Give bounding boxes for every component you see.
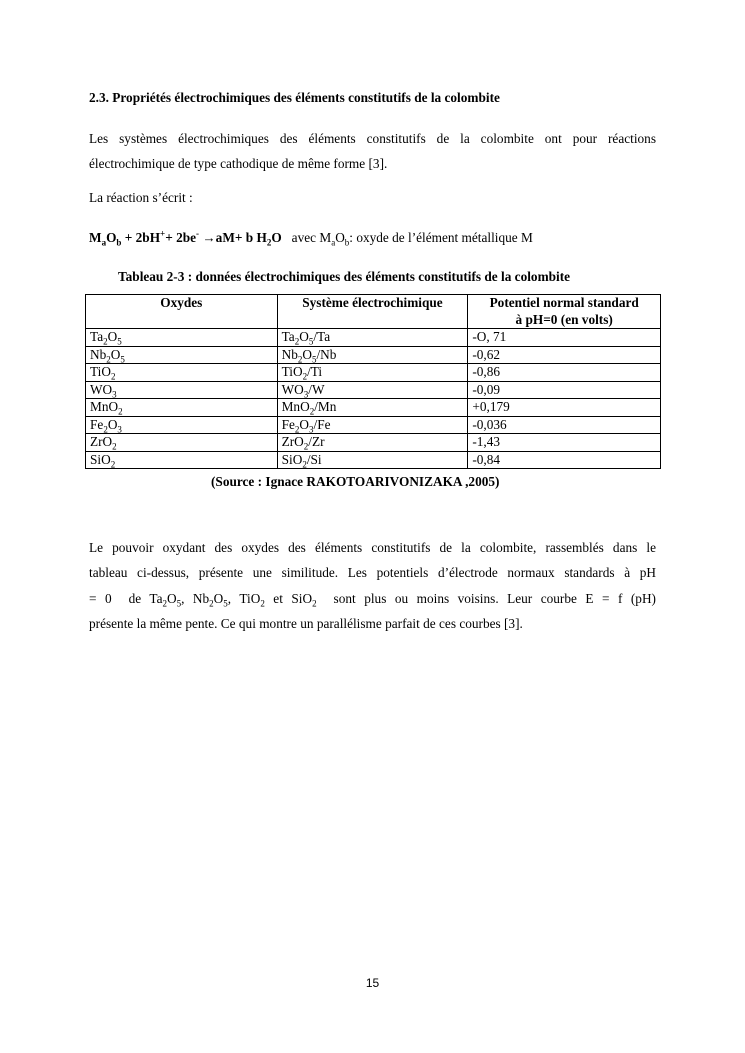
electrochemical-table [85, 294, 661, 469]
oxide-cell: $Fe_2O_3$ [86, 416, 278, 434]
oxide-cell: SiO$_2$ [86, 451, 278, 469]
potential-cell: -0,62 [468, 346, 661, 364]
table-source: (Source : Ignace RAKOTOARIVONIZAKA ,2005) [211, 474, 500, 489]
table-row [86, 416, 661, 434]
table-header-row [86, 295, 661, 329]
system-cell: SiO$_2$/Si [277, 451, 468, 469]
potential-cell: -0,036 [468, 416, 661, 434]
intro-line-1: Les systèmes électrochimiques des éléments constitutifs de la colombite ont pour réactions [89, 131, 656, 146]
potential-cell: +0,179 [468, 399, 661, 417]
system-cell: MnO$_2$/Mn [277, 399, 468, 417]
table-caption: Tableau 2-3 : données électrochimiques des éléments constitutifs de la colombite [118, 269, 571, 284]
oxide-cell: $Nb_2O_5$ [86, 346, 278, 364]
system-cell: $WO_3/W$ [277, 381, 468, 399]
page-number: 15 [365, 976, 380, 990]
intro-line-2: électrochimique de type cathodique de même forme [3]. [89, 156, 388, 171]
reaction-intro: La réaction s’écrit : [89, 190, 193, 205]
reaction-equation [89, 230, 533, 246]
potential-cell: -0,09 [468, 381, 661, 399]
system-cell: TiO$_2$/Ti [277, 364, 468, 382]
table-row [86, 346, 661, 364]
section-heading: 2.3. Propriétés électrochimiques des éléments constitutifs de la colombite [89, 90, 500, 105]
table-row [86, 451, 661, 469]
potential-cell: -1,43 [468, 434, 661, 452]
potential-cell: -0,86 [468, 364, 661, 382]
potential-cell: -O, 71 [468, 329, 661, 347]
intro-paragraph [89, 126, 656, 176]
oxide-cell: ZrO$_2$ [86, 434, 278, 452]
table-row [86, 434, 661, 452]
system-cell: ZrO$_2$/Zr [277, 434, 468, 452]
analysis-line-4: présente la même pente. Ce qui montre un parallélisme parfait de ces courbes [3]. [89, 615, 523, 631]
table-row [86, 399, 661, 417]
potential-cell: -0,84 [468, 451, 661, 469]
analysis-line-3: = 0 de $Ta_2O_5$, $Nb_2O_5$, TiO$_2$ et SiO$_2$ sont plus ou moins voisins. Leur courbe E = f (pH) [89, 590, 656, 609]
analysis-paragraph [89, 535, 656, 636]
table-row [86, 329, 661, 347]
header-systeme: Système électrochimique [277, 295, 468, 329]
table-row [86, 364, 661, 382]
system-cell: $Ta_2O_5/Ta$ [277, 329, 468, 347]
equation-note: avec $M_aO_b$: oxyde de l’élément métallique M [291, 230, 533, 248]
oxide-cell: $WO_3$ [86, 381, 278, 399]
oxide-cell: MnO$_2$ [86, 399, 278, 417]
header-oxydes: Oxydes [86, 295, 278, 329]
header-potentiel: Potentiel normal standard à pH=0 (en volts) [468, 295, 661, 329]
system-cell: $Nb_2O_5/Nb$ [277, 346, 468, 364]
oxide-cell: $Ta_2O_5$ [86, 329, 278, 347]
system-cell: $Fe_2O_3/Fe$ [277, 416, 468, 434]
table-row [86, 381, 661, 399]
oxide-cell: TiO$_2$ [86, 364, 278, 382]
analysis-line-2: tableau ci-dessus, présente une similitude. Les potentiels d’électrode normaux standards à pH [89, 565, 656, 581]
equation-formula: $M_aO_b + 2bH^++ 2be^- \to aM+ b$ $H_2O$ [89, 228, 282, 248]
analysis-line-1: Le pouvoir oxydant des oxydes des éléments constitutifs de la colombite, rassemblés dans le [89, 540, 656, 555]
